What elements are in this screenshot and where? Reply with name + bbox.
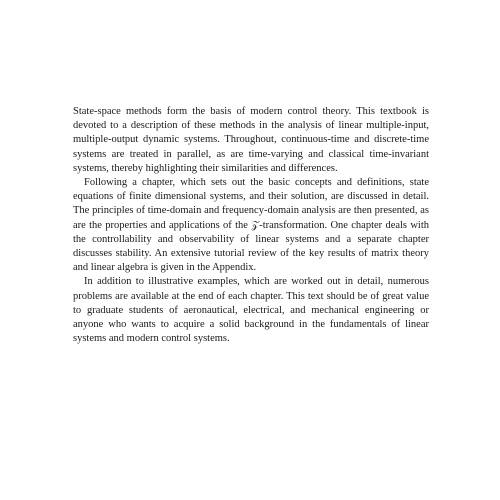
description-text-block [73, 105, 429, 346]
paragraph-intro: State-space methods form the basis of modern control theory. This textbook is devoted to a description of these methods in the analysis of linear multiple-input, multiple-output dynamic systems. Throughout, continuous-time and discrete-time systems are treated in parallel, as are time-varying and classical time-invariant systems, thereby highlighting their similarities and differences. [73, 106, 429, 174]
paragraph-audience: In addition to illustrative examples, which are worked out in detail, numerous problems are available at the end of each chapter. This text should be of great value to graduate students of aeronautical, electrical, and mechanical engineering or anyone who wants to acquire a solid background in the fundamentals of linear systems and modern control systems. [73, 276, 429, 345]
paragraph-contents: Following a chapter, which sets out the basic concepts and definitions, state equations of finite dimensional systems, and their solution, are discussed in detail. The principles of time-domain and frequency-domain analysis are then presented, as are the properties and applications of the 𝒵-transformation. One chapter deals with the controllability and observability of linear systems and a separate chapter discusses stability. An extensive tutorial review of the key results of matrix theory and linear algebra is given in the Appendix. [73, 177, 429, 274]
